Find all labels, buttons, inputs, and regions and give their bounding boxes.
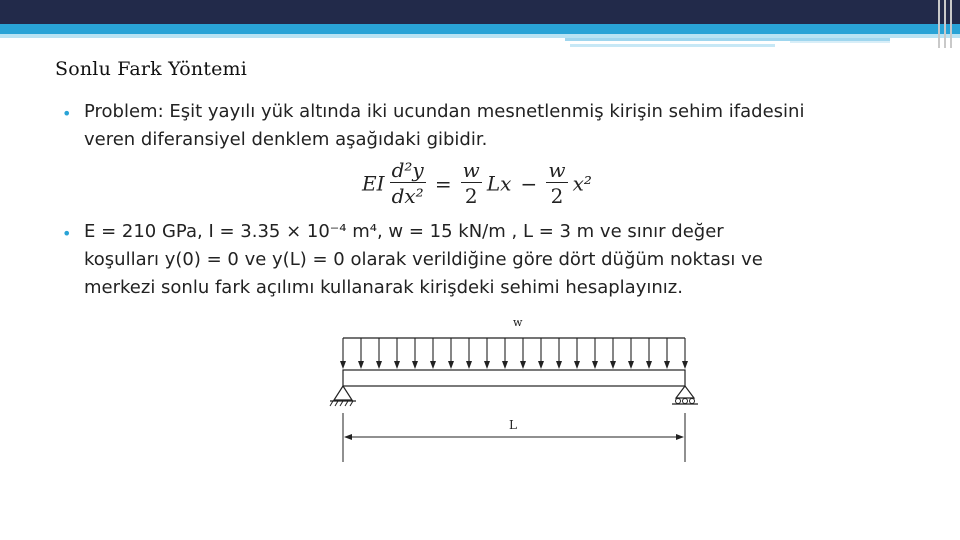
problem-text	[84, 98, 804, 154]
load-arrow-head	[484, 361, 490, 369]
differential-equation	[362, 158, 592, 209]
load-arrow-head	[574, 361, 580, 369]
load-arrow-head	[448, 361, 454, 369]
conditions-text	[84, 218, 763, 302]
load-arrow-head	[376, 361, 382, 369]
load-arrow-head	[682, 361, 688, 369]
slide-title: Sonlu Fark Yöntemi	[55, 58, 248, 80]
corner-decor	[934, 0, 954, 50]
load-arrow-head	[592, 361, 598, 369]
length-label: L	[509, 418, 517, 432]
dimension-arrow-left	[344, 434, 352, 440]
load-label: w	[513, 316, 523, 329]
conditions-line: E = 210 GPa, I = 3.35 × 10⁻⁴ m⁴, w = 15 kN/m , L = 3 m ve sınır değer	[84, 221, 724, 242]
pin-support-hatch	[330, 401, 353, 406]
formula-equals: =	[434, 171, 452, 196]
header-band-dark	[0, 0, 960, 24]
load-arrow-head	[538, 361, 544, 369]
formula-lx: Lx	[486, 171, 512, 196]
load-arrow-head	[610, 361, 616, 369]
load-arrows	[340, 338, 688, 369]
pin-support	[334, 386, 352, 400]
formula-x2: x²	[572, 171, 592, 196]
load-arrow-head	[412, 361, 418, 369]
roller-support	[676, 386, 694, 398]
conditions-line: merkezi sonlu fark açılımı kullanarak kirişdeki sehimi hesaplayınız.	[84, 277, 683, 298]
bullet-marker: •	[62, 104, 72, 123]
formula-derivative: $\frac{\text{d²y}}{\text{dx²}}$	[391, 158, 424, 208]
decor-line	[570, 44, 775, 47]
load-arrow-head	[664, 361, 670, 369]
problem-line: Problem: Eşit yayılı yük altında iki ucundan mesnetlenmiş kirişin sehim ifadesini	[84, 101, 805, 122]
formula-w-over-2: $\frac{w}{2}$	[548, 158, 566, 208]
formula-minus: −	[520, 171, 538, 196]
load-arrow-head	[628, 361, 634, 369]
beam-diagram	[325, 310, 715, 470]
load-arrow-head	[430, 361, 436, 369]
roller-wheels	[676, 399, 695, 404]
load-arrow-head	[358, 361, 364, 369]
load-arrow-head	[394, 361, 400, 369]
header-band-blue	[0, 24, 960, 34]
load-arrow-head	[520, 361, 526, 369]
load-arrow-head	[502, 361, 508, 369]
beam	[343, 370, 685, 386]
decor-line	[790, 41, 890, 43]
bullet-marker: •	[62, 224, 72, 243]
formula-w-over-2: $\frac{w}{2}$	[462, 158, 480, 208]
load-arrow-head	[556, 361, 562, 369]
dimension-arrow-right	[676, 434, 684, 440]
load-arrow-head	[466, 361, 472, 369]
formula-ei: EI	[362, 171, 385, 196]
load-arrow-head	[340, 361, 346, 369]
problem-line: veren diferansiyel denklem aşağıdaki gibidir.	[84, 129, 488, 150]
conditions-line: koşulları y(0) = 0 ve y(L) = 0 olarak verildiğine göre dört düğüm noktası ve	[84, 249, 763, 270]
load-arrow-head	[646, 361, 652, 369]
